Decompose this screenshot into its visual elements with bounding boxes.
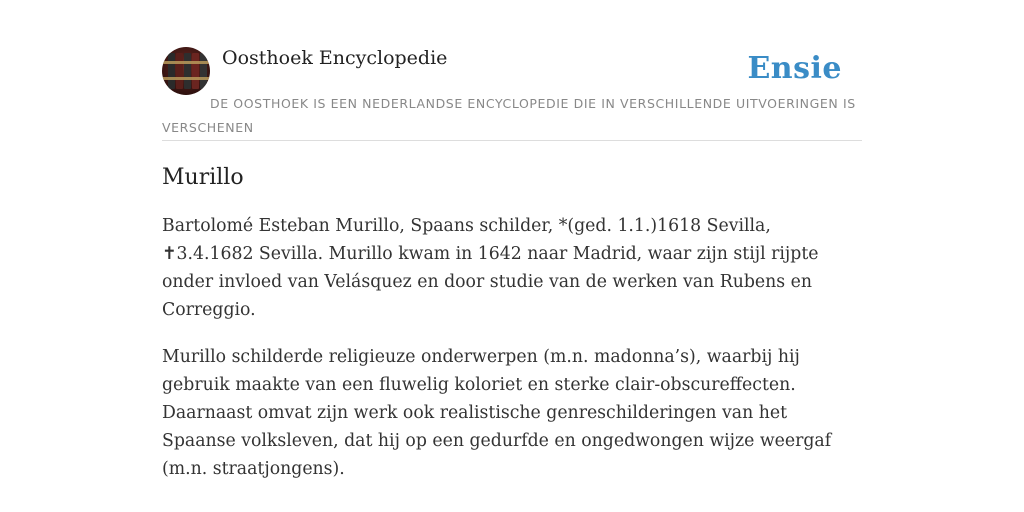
header xyxy=(162,44,862,141)
brand-logo-link[interactable]: Ensie xyxy=(747,51,842,86)
article-paragraph: Bartolomé Esteban Murillo, Spaans schilder, *(ged. 1.1.)1618 Sevilla, ✝3.4.1682 Sevilla. Murillo kwam in 1642 naar Madrid, waar zijn stijl rijpte onder invloed van Velásquez en door studie van de werken van Rubens en Correggio. xyxy=(162,216,819,320)
article-title: Murillo xyxy=(162,165,244,190)
article-paragraph: Murillo schilderde religieuze onderwerpen (m.n. madonna’s), waarbij hij gebruik maakte van een fluwelig koloriet en sterke clair-obscureffecten. Daarnaast omvat zijn werk ook realistische genreschilderingen van het Spaanse volksleven, dat hij op een gedurfde en ongedwongen wijze weergaf (m.n. straatjongens). xyxy=(162,347,832,479)
book-spine-icon xyxy=(200,53,207,89)
book-band xyxy=(162,61,210,64)
book-spine-icon xyxy=(168,53,175,89)
site-tagline: DE OOSTHOEK IS EEN NEDERLANDSE ENCYCLOPEDIE DIE IN VERSCHILLENDE UITVOERINGEN IS VERSCHENEN xyxy=(162,96,856,135)
page xyxy=(162,44,862,483)
book-band xyxy=(162,77,210,80)
book-spine-icon xyxy=(176,53,183,89)
site-name-link[interactable]: Oosthoek Encyclopedie xyxy=(222,47,448,69)
encyclopedia-books-avatar[interactable] xyxy=(162,47,210,95)
book-spine-icon xyxy=(192,53,199,89)
book-spine-icon xyxy=(184,53,191,89)
